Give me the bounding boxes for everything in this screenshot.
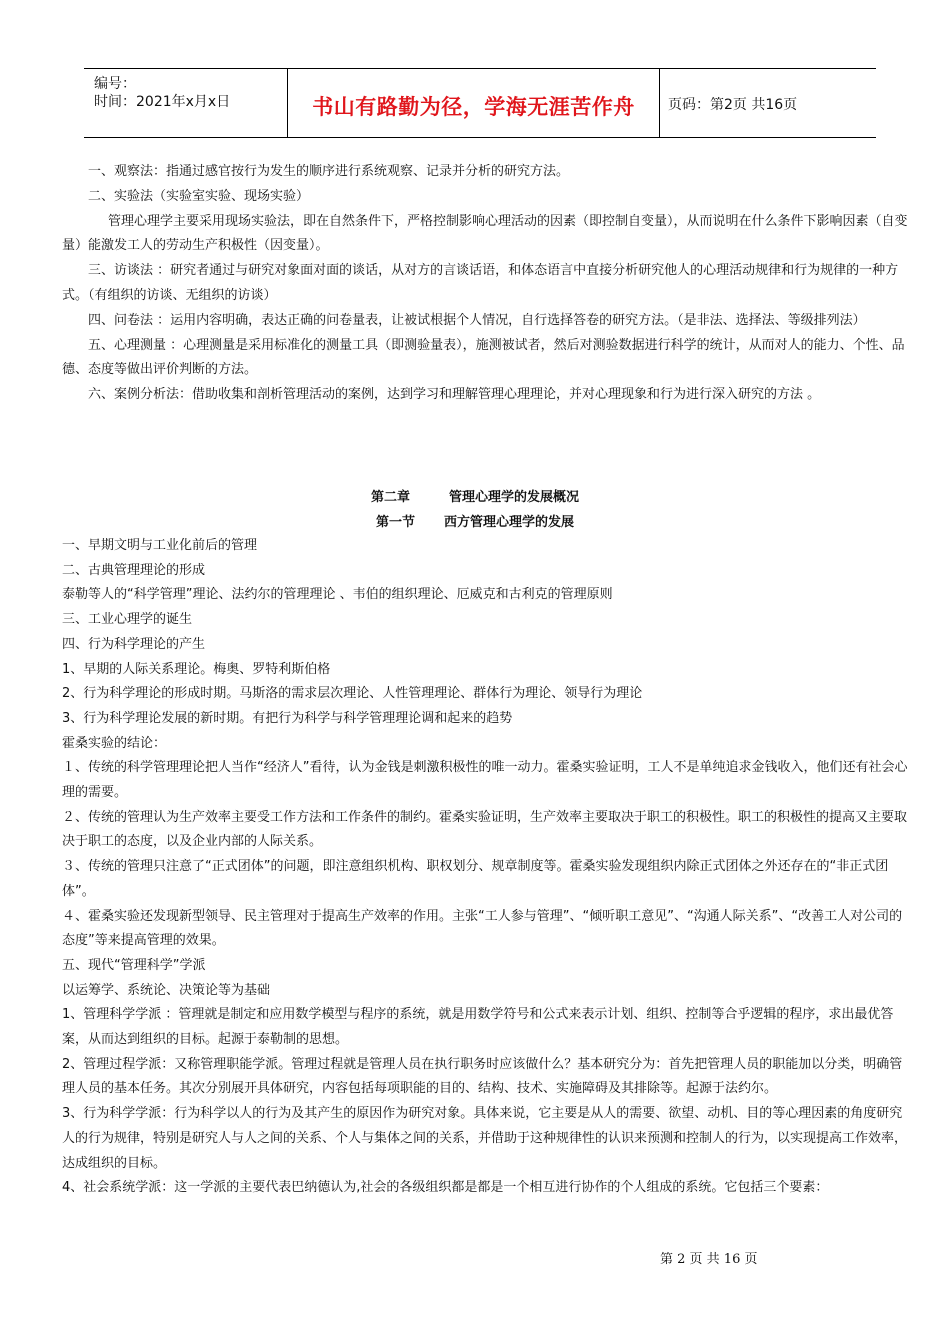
paragraph: 以运筹学、系统论、决策论等为基础: [62, 982, 271, 998]
paragraph: 三、访谈法 ：研究者通过与研究对象面对面的谈话，从对方的言谈话语，和体态语言中直接分析研究他人的心理活动规律和行为规律的一种方式。（有组织的访谈、无组织的访谈）: [62, 263, 899, 303]
paragraph: 一、早期文明与工业化前后的管理: [62, 538, 258, 553]
paragraph: 2、管理过程学派：又称管理职能学派。管理过程就是管理人员在执行职务时应该做什么？基本研究分为：首先把管理人员的职能加以分类，明确管理人员的基本任务。其次分别展开具体研究，内容包括每项职能的目的、结构、技术、实施障碍及其排除等。起源于法约尔。: [62, 1056, 903, 1097]
paragraph: 四、行为科学理论的产生: [62, 636, 206, 652]
section-heading: [0, 511, 950, 530]
paragraph: 五、现代“管理科学”学派: [62, 957, 206, 973]
page-label: 页码：第2页 共16页: [668, 97, 798, 113]
section-number: 第一节: [375, 515, 415, 530]
paragraph: 2、行为科学理论的形成时期。马斯洛的需求层次理论、人性管理理论、群体行为理论、领导行为理论: [62, 686, 643, 702]
paragraph: 六、案例分析法：借助收集和剖析管理活动的案例，达到学习和理解管理心理理论，并对心理现象和行为进行深入研究的方法 。: [88, 387, 821, 403]
paragraph: ３、传统的管理只注意了“正式团体”的问题，即注意组织机构、职权划分、规章制度等。霍桑实验发现组织内除正式团体之外还存在的“非正式团体”。: [62, 859, 889, 899]
paragraph: 4、社会系统学派：这一学派的主要代表巴纳德认为,社会的各级组织都是都是一个相互进行协作的个人组成的系统。它包括三个要素：: [62, 1180, 829, 1196]
time-label: 时间：2021年x月x日: [94, 94, 231, 110]
chapter-heading: [0, 486, 950, 505]
chapter-number: 第二章: [370, 490, 410, 505]
paragraph: 四、问卷法 ：运用内容明确，表达正确的问卷量表，让被试根据个人情况，自行选择答卷的研究方法。（是非法、选择法、等级排列法）: [88, 312, 866, 328]
header-left-cell: [84, 69, 288, 137]
paragraph: 1、管理科学学派 ：管理就是制定和应用数学模型与程序的系统，就是用数学符号和公式来表示计划、组织、控制等合乎逻辑的程序，求出最优答案，从而达到组织的目标。起源于泰勒制的思想。: [62, 1007, 894, 1048]
paragraph: 二、实验法（实验室实验、现场实验）: [88, 188, 310, 204]
paragraph: 二、古典管理理论的形成: [62, 562, 206, 578]
paragraph: ４、霍桑实验还发现新型领导、民主管理对于提高生产效率的作用。主张“工人参与管理”、“倾听职工意见”、“沟通人际关系”、“改善工人对公司的态度”等来提高管理的效果。: [62, 908, 903, 949]
motto-banner: 书山有路勤为径，学海无涯苦作舟: [288, 69, 660, 137]
development-section: [62, 534, 908, 1201]
paragraph: 霍桑实验的结论：: [62, 735, 167, 751]
paragraph: 1、早期的人际关系理论。梅奥、罗特利斯伯格: [62, 661, 331, 677]
section-title: 西方管理心理学的发展: [444, 515, 575, 530]
paragraph: 管理心理学主要采用现场实验法，即在自然条件下，严格控制影响心理活动的因素（即控制自变量），从而说明在什么条件下影响因素（自变量）能激发工人的劳动生产积极性（因变量）。: [62, 213, 908, 254]
paragraph: 三、工业心理学的诞生: [62, 612, 193, 628]
paragraph: 3、行为科学理论发展的新时期。有把行为科学与科学管理理论调和起来的趋势: [62, 710, 513, 726]
paragraph: １、传统的科学管理理论把人当作“经济人”看待，认为金钱是刺激积极性的唯一动力。霍桑实验证明，工人不是单纯追求金钱收入，他们还有社会心理的需要。: [62, 760, 908, 801]
footer-page-number: 第 2 页 共 16 页: [660, 1252, 758, 1267]
chapter-title: 管理心理学的发展概况: [449, 490, 580, 505]
paragraph: 五、心理测量 ：心理测量是采用标准化的测量工具（即测验量表），施测被试者，然后对测验数据进行科学的统计，从而对人的能力、个性、品德、态度等做出评价判断的方法。: [62, 337, 905, 378]
paragraph: 3、行为科学学派：行为科学以人的行为及其产生的原因作为研究对象。具体来说，它主要是从人的需要、欲望、动机、目的等心理因素的角度研究人的行为规律，特别是研究人与人之间的关系、个人与集体之间的关系，并借助于这种规律性的认识来预测和控制人的行为，以实现提高工作效率，达成组织的目标。: [62, 1106, 908, 1171]
paragraph: 一、观察法：指通过感官按行为发生的顺序进行系统观察、记录并分析的研究方法。: [88, 164, 570, 179]
paragraph: 泰勒等人的“科学管理”理论、法约尔的管理理论 、韦伯的组织理论、厄威克和古利克的管理原则: [62, 587, 613, 603]
paragraph: ２、传统的管理认为生产效率主要受工作方法和工作条件的制约。霍桑实验证明，生产效率主要取决于职工的积极性。职工的积极性的提高又主要取决于职工的态度，以及企业内部的人际关系。: [62, 809, 908, 850]
research-methods-section: [62, 160, 908, 408]
number-label: 编号：: [94, 76, 136, 92]
document-header: [84, 68, 876, 138]
